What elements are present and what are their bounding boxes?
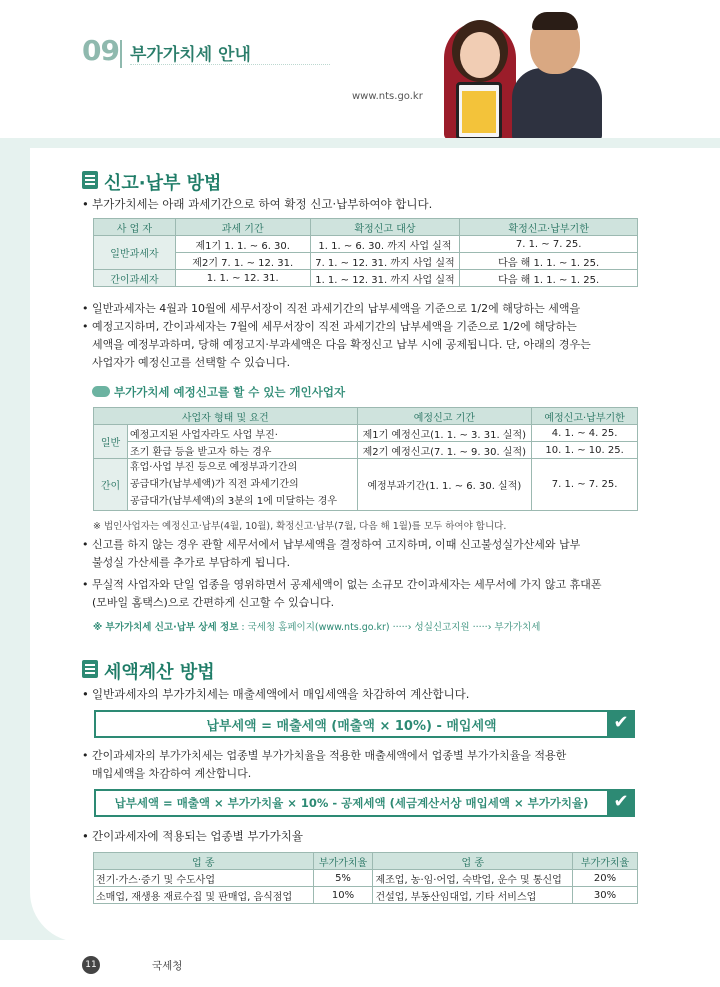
section-title-filing: 신고·납부 방법 [104,173,222,194]
table-cell: 1. 1. ~ 6. 30. 까지 사업 실적 [310,236,460,253]
table-cell: 10% [313,887,373,904]
table-cell: 제2기 7. 1. ~ 12. 31. [175,253,310,270]
toggle-icon [92,386,110,397]
table-cell: 제1기 1. 1. ~ 6. 30. [175,236,310,253]
chapter-number: 09 [82,34,119,67]
table-cell-line: 공급대가(납부세액)의 3분의 1에 미달하는 경우 [129,496,338,507]
table-cell: 20% [573,870,638,887]
header-divider [120,40,122,68]
table-header: 부가가치율 [573,853,638,870]
document-icon [82,660,98,678]
man-hair [532,12,578,30]
smartphone-image [456,82,502,140]
formula-text: 납부세액 = 매출액 × 부가가치율 × 10% - 공제세액 (세금계산서상 매입세액 × 부가가치율) [114,796,589,810]
table-cell: 30% [573,887,638,904]
row-label: 일반과세자 [94,236,176,270]
table-cell: 7. 1. ~ 12. 31. 까지 사업 실적 [310,253,460,270]
table-header: 예정신고·납부기한 [532,408,638,425]
bullet-text-cont: (모바일 홈택스)으로 간편하게 신고할 수 있습니다. [92,596,335,609]
table-cell: 10. 1. ~ 10. 25. [532,442,638,459]
table-header: 사업자 형태 및 요건 [94,408,358,425]
section-title-calculation: 세액계산 방법 [104,662,215,683]
table-header: 과세 기간 [175,219,310,236]
formula-general [94,710,635,738]
row-label: 일반 [94,425,128,459]
table-cell: 제1기 예정신고(1. 1. ~ 3. 31. 실적) [357,425,532,442]
formula-text: 납부세액 = 매출세액 (매출액 × 10%) - 매입세액 [206,718,497,734]
formula-simple [94,789,635,817]
page-number: 11 [82,956,100,974]
publisher-name: 국세청 [152,960,183,972]
table-cell: 제2기 예정신고(7. 1. ~ 9. 30. 실적) [357,442,532,459]
bullet-text: • 무실적 사업자와 단일 업종을 영위하면서 공제세액이 없는 소규모 간이과세자는 세무서에 가지 않고 휴대폰 [92,576,602,594]
subsection-title: 부가가치세 예정신고를 할 수 있는 개인사업자 [114,385,346,399]
table-cell: 7. 1. ~ 7. 25. [532,459,638,511]
table-cell: 5% [313,870,373,887]
table-cell: 조기 환급 등을 받고자 하는 경우 [127,442,357,459]
table-cell: 다음 해 1. 1. ~ 1. 25. [460,253,638,270]
table-cell-line: 공급대가(납부세액)가 직전 과세기간의 [129,479,299,490]
bullet-text: • 신고를 하지 않는 경우 관할 세무서에서 납부세액을 결정하여 고지하며, 이때 신고불성실가산세와 납부 [92,536,580,554]
table-header: 업 종 [94,853,314,870]
bullet-text-cont: 세액을 예정부과하며, 당해 예정고지·부과세액은 다음 확정신고 납부 시에 공제됩니다. 단, 아래의 경우는 [92,338,591,351]
page-footer [0,940,720,987]
info-path: : 국세청 홈페이지(www.nts.go.kr) ·····› 성실신고지원 ·····› 부가가치세 [238,622,541,633]
table-header: 부가가치율 [313,853,373,870]
ambassadors-photo [436,8,606,140]
woman-face [460,32,500,78]
table-cell: 제조업, 농·임·어업, 숙박업, 운수 및 통신업 [373,870,573,887]
table-cell-line: 휴업·사업 부진 등으로 예정부과기간의 [129,462,298,473]
table-header: 확정신고 대상 [310,219,460,236]
table-cell: 전기·가스·증기 및 수도사업 [94,870,314,887]
table-cell: 건설업, 부동산임대업, 기타 서비스업 [373,887,573,904]
note-text: ※ 법인사업자는 예정신고·납부(4월, 10월), 확정신고·납부(7월, 다음 해 1월)를 모두 하여야 합니다. [93,521,507,532]
bullet-text: • 일반과세자의 부가가치세는 매출세액에서 매입세액을 차감하여 계산합니다. [92,685,469,703]
table-cell: 1. 1. ~ 12. 31. [175,270,310,287]
table-cell: 다음 해 1. 1. ~ 1. 25. [460,270,638,287]
man-figure [512,68,602,140]
tax-period-table [93,218,638,287]
table-header: 사 업 자 [94,219,176,236]
bullet-text: • 일반과세자는 4월과 10월에 세무서장이 직전 과세기간의 납부세액을 기준으로 1/2에 해당하는 세액을 [92,300,580,318]
table-header: 업 종 [373,853,573,870]
table-cell: 소매업, 재생용 재료수집 및 판매업, 음식점업 [94,887,314,904]
row-label: 간이과세자 [94,270,176,287]
info-label: ※ 부가가치세 신고·납부 상세 정보 [93,622,239,633]
bullet-text-cont: 사업자가 예정신고를 선택할 수 있습니다. [92,356,291,369]
table-header: 확정신고·납부기한 [460,219,638,236]
chapter-title: 부가가치세 안내 [130,45,251,65]
header-dotted-line [130,64,330,65]
check-icon: ✔ [607,789,635,817]
table-cell: 1. 1. ~ 12. 31. 까지 사업 실적 [310,270,460,287]
page-header [0,0,720,140]
bullet-text: • 간이과세자의 부가가치세는 업종별 부가가치율을 적용한 매출세액에서 업종별 부가가치율을 적용한 [92,747,566,765]
table-cell: 예정부과기간(1. 1. ~ 6. 30. 실적) [357,459,532,511]
table-cell: 예정고지된 사업자라도 사업 부진· [127,425,357,442]
bullet-text: • 간이과세자에 적용되는 업종별 부가가치율 [92,827,303,845]
table-cell: 4. 1. ~ 4. 25. [532,425,638,442]
value-added-rate-table [93,852,638,904]
table-header: 예정신고 기간 [357,408,532,425]
bullet-text-cont: 매입세액을 차감하여 계산합니다. [92,767,252,780]
check-icon: ✔ [607,710,635,738]
table-cell: 7. 1. ~ 7. 25. [460,236,638,253]
bullet-text-cont: • 예정고지하며, 간이과세자는 7월에 세무서장이 직전 과세기간의 납부세액을 기준으로 1/2에 해당하는 [92,318,577,336]
document-icon [82,171,98,189]
bullet-text-cont: 불성실 가산세를 추가로 부담하게 됩니다. [92,556,291,569]
site-url: www.nts.go.kr [352,91,423,102]
preliminary-filing-table [93,407,638,511]
bullet-text: • 부가가치세는 아래 과세기간으로 하여 확정 신고·납부하여야 합니다. [92,195,432,213]
info-line [93,619,540,633]
row-label: 간이 [94,459,128,511]
